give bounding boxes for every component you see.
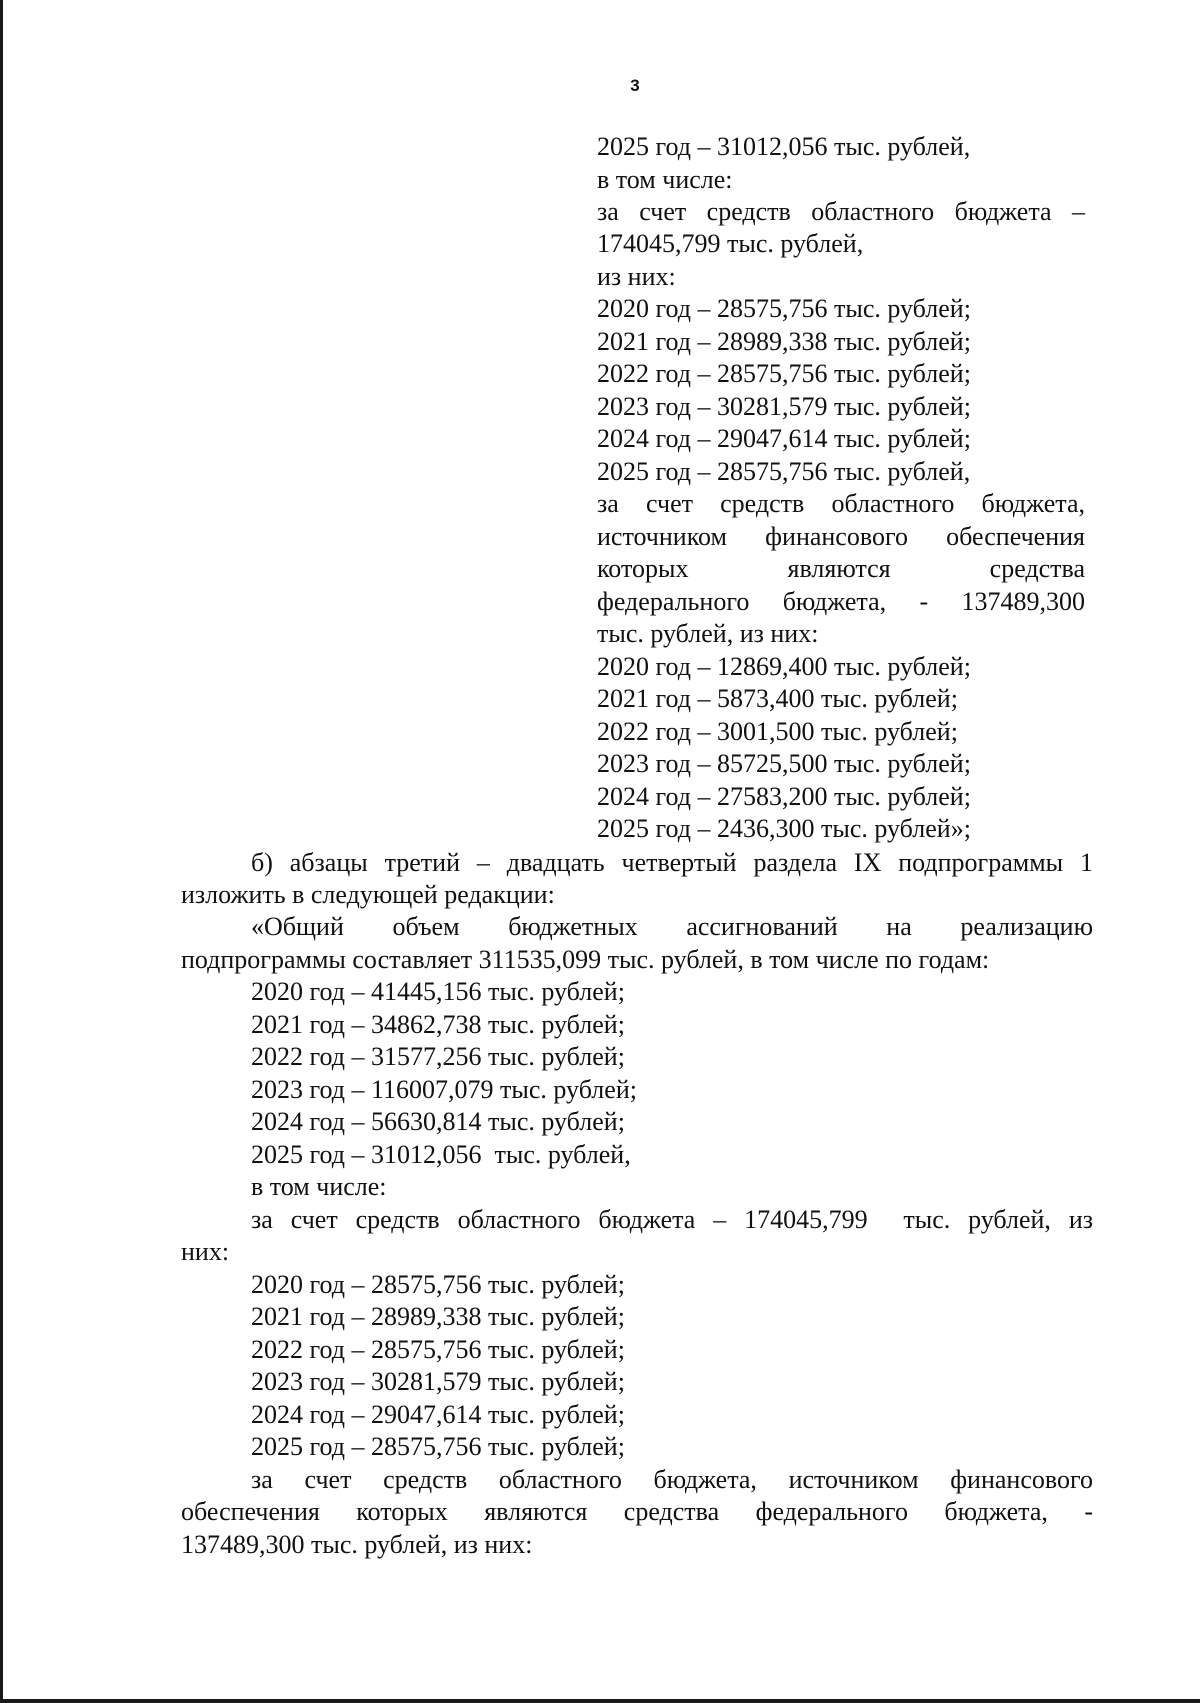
federal-budget-line: обеспечения которых являются средства федерального бюджета, - <box>181 1497 1093 1526</box>
page-number: 3 <box>630 76 640 95</box>
right-column-line: 2023 год – 30281,579 тыс. рублей; <box>597 392 971 421</box>
right-column-line: 2025 год – 31012,056 тыс. рублей, <box>597 132 971 161</box>
right-column-line: за счет средств областного бюджета – <box>597 197 1085 226</box>
year-regional-line: 2020 год – 28575,756 тыс. рублей; <box>251 1270 625 1299</box>
right-column-line: 2022 год – 28575,756 тыс. рублей; <box>597 359 971 388</box>
federal-budget-line: за счет средств областного бюджета, источником финансового <box>251 1465 1093 1494</box>
right-column-line: которых являются средства <box>597 554 1085 583</box>
right-column-line: 2020 год – 28575,756 тыс. рублей; <box>597 294 971 323</box>
scan-edge-left <box>0 0 3 1703</box>
right-column-line: 2023 год – 85725,500 тыс. рублей; <box>597 749 971 778</box>
right-column-line: 174045,799 тыс. рублей, <box>597 229 864 258</box>
year-total-line: 2021 год – 34862,738 тыс. рублей; <box>251 1010 625 1039</box>
year-total-line: 2023 год – 116007,079 тыс. рублей; <box>251 1075 637 1104</box>
paragraph-b-line: б) абзацы третий – двадцать четвертый раздела IX подпрограммы 1 <box>251 848 1093 877</box>
year-regional-line: 2021 год – 28989,338 тыс. рублей; <box>251 1302 625 1331</box>
year-regional-line: 2024 год – 29047,614 тыс. рублей; <box>251 1400 625 1429</box>
quote-line: «Общий объем бюджетных ассигнований на реализацию <box>251 912 1093 941</box>
right-column-line: источником финансового обеспечения <box>597 522 1085 551</box>
federal-budget-line: 137489,300 тыс. рублей, из них: <box>181 1530 533 1559</box>
including-line: в том числе: <box>251 1172 387 1201</box>
year-regional-line: 2022 год – 28575,756 тыс. рублей; <box>251 1335 625 1364</box>
right-column-line: за счет средств областного бюджета, <box>597 489 1085 518</box>
regional-budget-line: за счет средств областного бюджета – 174045,799 тыс. рублей, из <box>251 1205 1093 1234</box>
scan-edge-bottom <box>0 1699 1200 1703</box>
right-column-line: 2021 год – 28989,338 тыс. рублей; <box>597 327 971 356</box>
year-regional-line: 2023 год – 30281,579 тыс. рублей; <box>251 1367 625 1396</box>
right-column-line: 2025 год – 28575,756 тыс. рублей, <box>597 457 971 486</box>
right-column-line: 2024 год – 29047,614 тыс. рублей; <box>597 424 971 453</box>
right-column-line: 2021 год – 5873,400 тыс. рублей; <box>597 684 958 713</box>
right-column-line: в том числе: <box>597 165 733 194</box>
right-column-line: тыс. рублей, из них: <box>597 619 819 648</box>
year-total-line: 2024 год – 56630,814 тыс. рублей; <box>251 1107 625 1136</box>
year-total-line: 2025 год – 31012,056 тыс. рублей, <box>251 1140 631 1169</box>
right-column-line: 2025 год – 2436,300 тыс. рублей»; <box>597 814 971 843</box>
year-regional-line: 2025 год – 28575,756 тыс. рублей; <box>251 1432 625 1461</box>
paragraph-b-line: изложить в следующей редакции: <box>181 880 555 909</box>
quote-line: подпрограммы составляет 311535,099 тыс. рублей, в том числе по годам: <box>181 945 990 974</box>
right-column-line: из них: <box>597 262 676 291</box>
right-column-line: 2024 год – 27583,200 тыс. рублей; <box>597 782 971 811</box>
right-column-line: 2022 год – 3001,500 тыс. рублей; <box>597 717 958 746</box>
year-total-line: 2020 год – 41445,156 тыс. рублей; <box>251 977 625 1006</box>
right-column-line: 2020 год – 12869,400 тыс. рублей; <box>597 652 971 681</box>
right-column-line: федерального бюджета, - 137489,300 <box>597 587 1085 616</box>
regional-budget-line: них: <box>181 1237 230 1266</box>
year-total-line: 2022 год – 31577,256 тыс. рублей; <box>251 1042 625 1071</box>
